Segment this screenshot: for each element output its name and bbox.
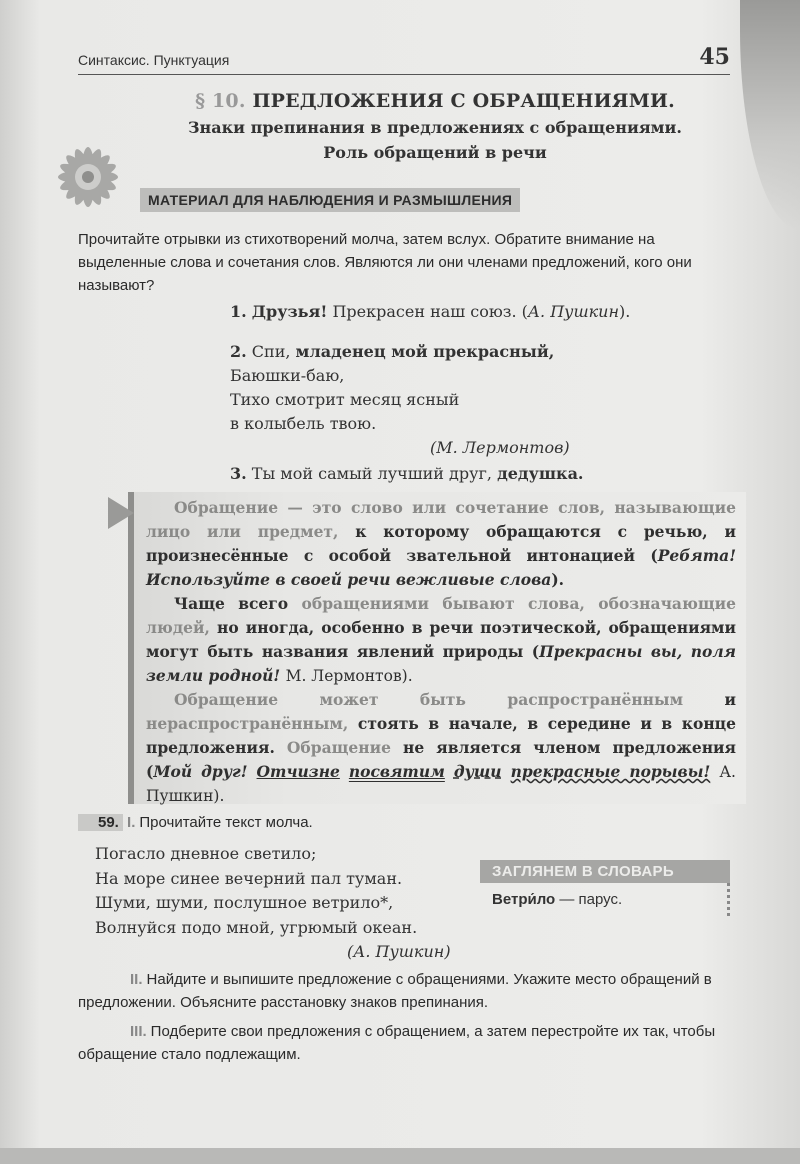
observation-label: МАТЕРИАЛ ДЛЯ НАБЛЮДЕНИЯ И РАЗМЫШЛЕНИЯ [140, 188, 520, 212]
rule-example: Ребята! Используйте в своей речи вежливые слова [146, 546, 736, 589]
rule-example: посвятим [348, 762, 445, 781]
verse-line: Шуми, шуми, послушное ветрило*, [95, 893, 394, 912]
task-roman: II. [130, 971, 143, 988]
pointer-arrow-icon [108, 497, 134, 529]
verse-line: Погасло дневное светило; [95, 844, 317, 863]
observation-intro: Прочитайте отрывки из стихотворений молча, затем вслух. Обратите внимание на выделенные слова и сочетания слов. Являются ли они членами предложений, кого они называют? [78, 231, 692, 294]
rule-term: Обращение — это слово или сочетание слов, называющие лицо или предмет, [146, 498, 736, 541]
example-number: 3. [230, 464, 247, 483]
task-roman: I. [127, 814, 136, 831]
rule-body: не является членом предложения ( [146, 738, 736, 781]
rule-term: Обращение [286, 738, 391, 757]
verse-line: Волнуйся подо мной, угрюмый океан. [95, 917, 418, 937]
rule-body: Чаще всего [174, 594, 289, 613]
example-text: Ты мой самый лучший друг, [251, 464, 492, 483]
poem-line: в колыбель твою. [230, 414, 377, 433]
page-bottom-edge [0, 1148, 800, 1164]
task-2 [78, 968, 738, 1014]
task-3 [78, 1020, 738, 1066]
rule-body: но иногда, особенно в речи поэтической, обращениями могут быть названия явлений природы ( [146, 618, 736, 661]
subtitle-2: Роль обращений в речи [323, 143, 547, 162]
rule-punct: ). [551, 570, 565, 589]
dictionary-definition: — парус. [559, 891, 623, 908]
section-title: Синтаксис. Пунктуация [78, 52, 230, 68]
subtitle-1: Знаки препинания в предложениях с обращениями. [188, 118, 682, 137]
page-number: 45 [699, 44, 730, 70]
example-number: 1. [230, 302, 247, 321]
example-3 [230, 462, 584, 486]
paragraph-number: § 10. [195, 90, 246, 112]
flower-icon [48, 140, 128, 214]
rule-paragraph [146, 496, 736, 592]
example-1 [230, 300, 630, 324]
poem-line: Баюшки-баю, [230, 366, 345, 385]
poem-line: Тихо смотрит месяц ясный [230, 390, 460, 409]
exercise-number: 59. [78, 814, 123, 831]
rule-example: души [453, 762, 502, 781]
rule-example: Прекрасны вы, поля земли родной! [146, 642, 737, 685]
rule-term: Обращение может быть распространённым [174, 690, 684, 709]
address-word: младенец мой прекрасный, [295, 342, 555, 361]
rule-body: к которому обращаются с речью, и произнесённые с особой звательной интонацией ( [146, 522, 736, 565]
address-word: дедушка. [497, 464, 584, 483]
rule-text [146, 496, 736, 808]
rule-term: обращениями бывают слова, обозначающие людей, [146, 594, 736, 637]
dictionary-box [480, 860, 730, 930]
author: (М. Лермонтов) [430, 438, 570, 457]
running-header [78, 44, 730, 75]
page-corner-curl [740, 0, 800, 230]
task-text: Подберите свои предложения с обращением, а затем перестройте их так, чтобы обращение стало подлежащим. [78, 1023, 716, 1063]
rule-example: прекрасные порывы! [510, 762, 711, 781]
example-text: Прекрасен наш союз. ( [332, 302, 528, 321]
lesson-heading [140, 90, 730, 112]
dictionary-entry [480, 883, 730, 916]
author: А. Пушкин). [146, 763, 736, 805]
author: (А. Пушкин) [347, 942, 451, 961]
dictionary-heading: ЗАГЛЯНЕМ В СЛОВАРЬ [480, 860, 730, 883]
rule-example: Отчизне [256, 762, 340, 781]
rule-term: нераспространённым, [146, 714, 349, 733]
dictionary-term: Ветри́ло [492, 891, 556, 908]
task-roman: III. [130, 1023, 147, 1040]
task-text: Найдите и выпишите предложение с обращениями. Укажите место обращений в предложении. Объясните расстановку знаков препинания. [78, 971, 712, 1011]
example-number: 2. [230, 342, 247, 361]
author: А. Пушкин [527, 302, 619, 321]
example-2 [230, 340, 570, 460]
rule-body: стоять в начале, в середине и в конце предложения. [146, 714, 736, 757]
rule-example: Мой друг! [153, 762, 248, 781]
rule-body: и [724, 690, 736, 709]
rule-paragraph [146, 688, 736, 808]
lesson-title [140, 90, 730, 162]
task-text: Прочитайте текст молча. [139, 814, 313, 831]
exercise-verse [95, 842, 451, 965]
example-punct: ). [619, 302, 631, 321]
rule-paragraph [146, 592, 736, 688]
heading-text: ПРЕДЛОЖЕНИЯ С ОБРАЩЕНИЯМИ. [252, 90, 675, 112]
verse-line: На море синее вечерний пал туман. [95, 868, 403, 888]
author: М. Лермонтов). [285, 667, 413, 685]
example-text: Спи, [251, 342, 291, 361]
exercise-heading [78, 814, 313, 831]
address-word: Друзья! [251, 302, 328, 321]
